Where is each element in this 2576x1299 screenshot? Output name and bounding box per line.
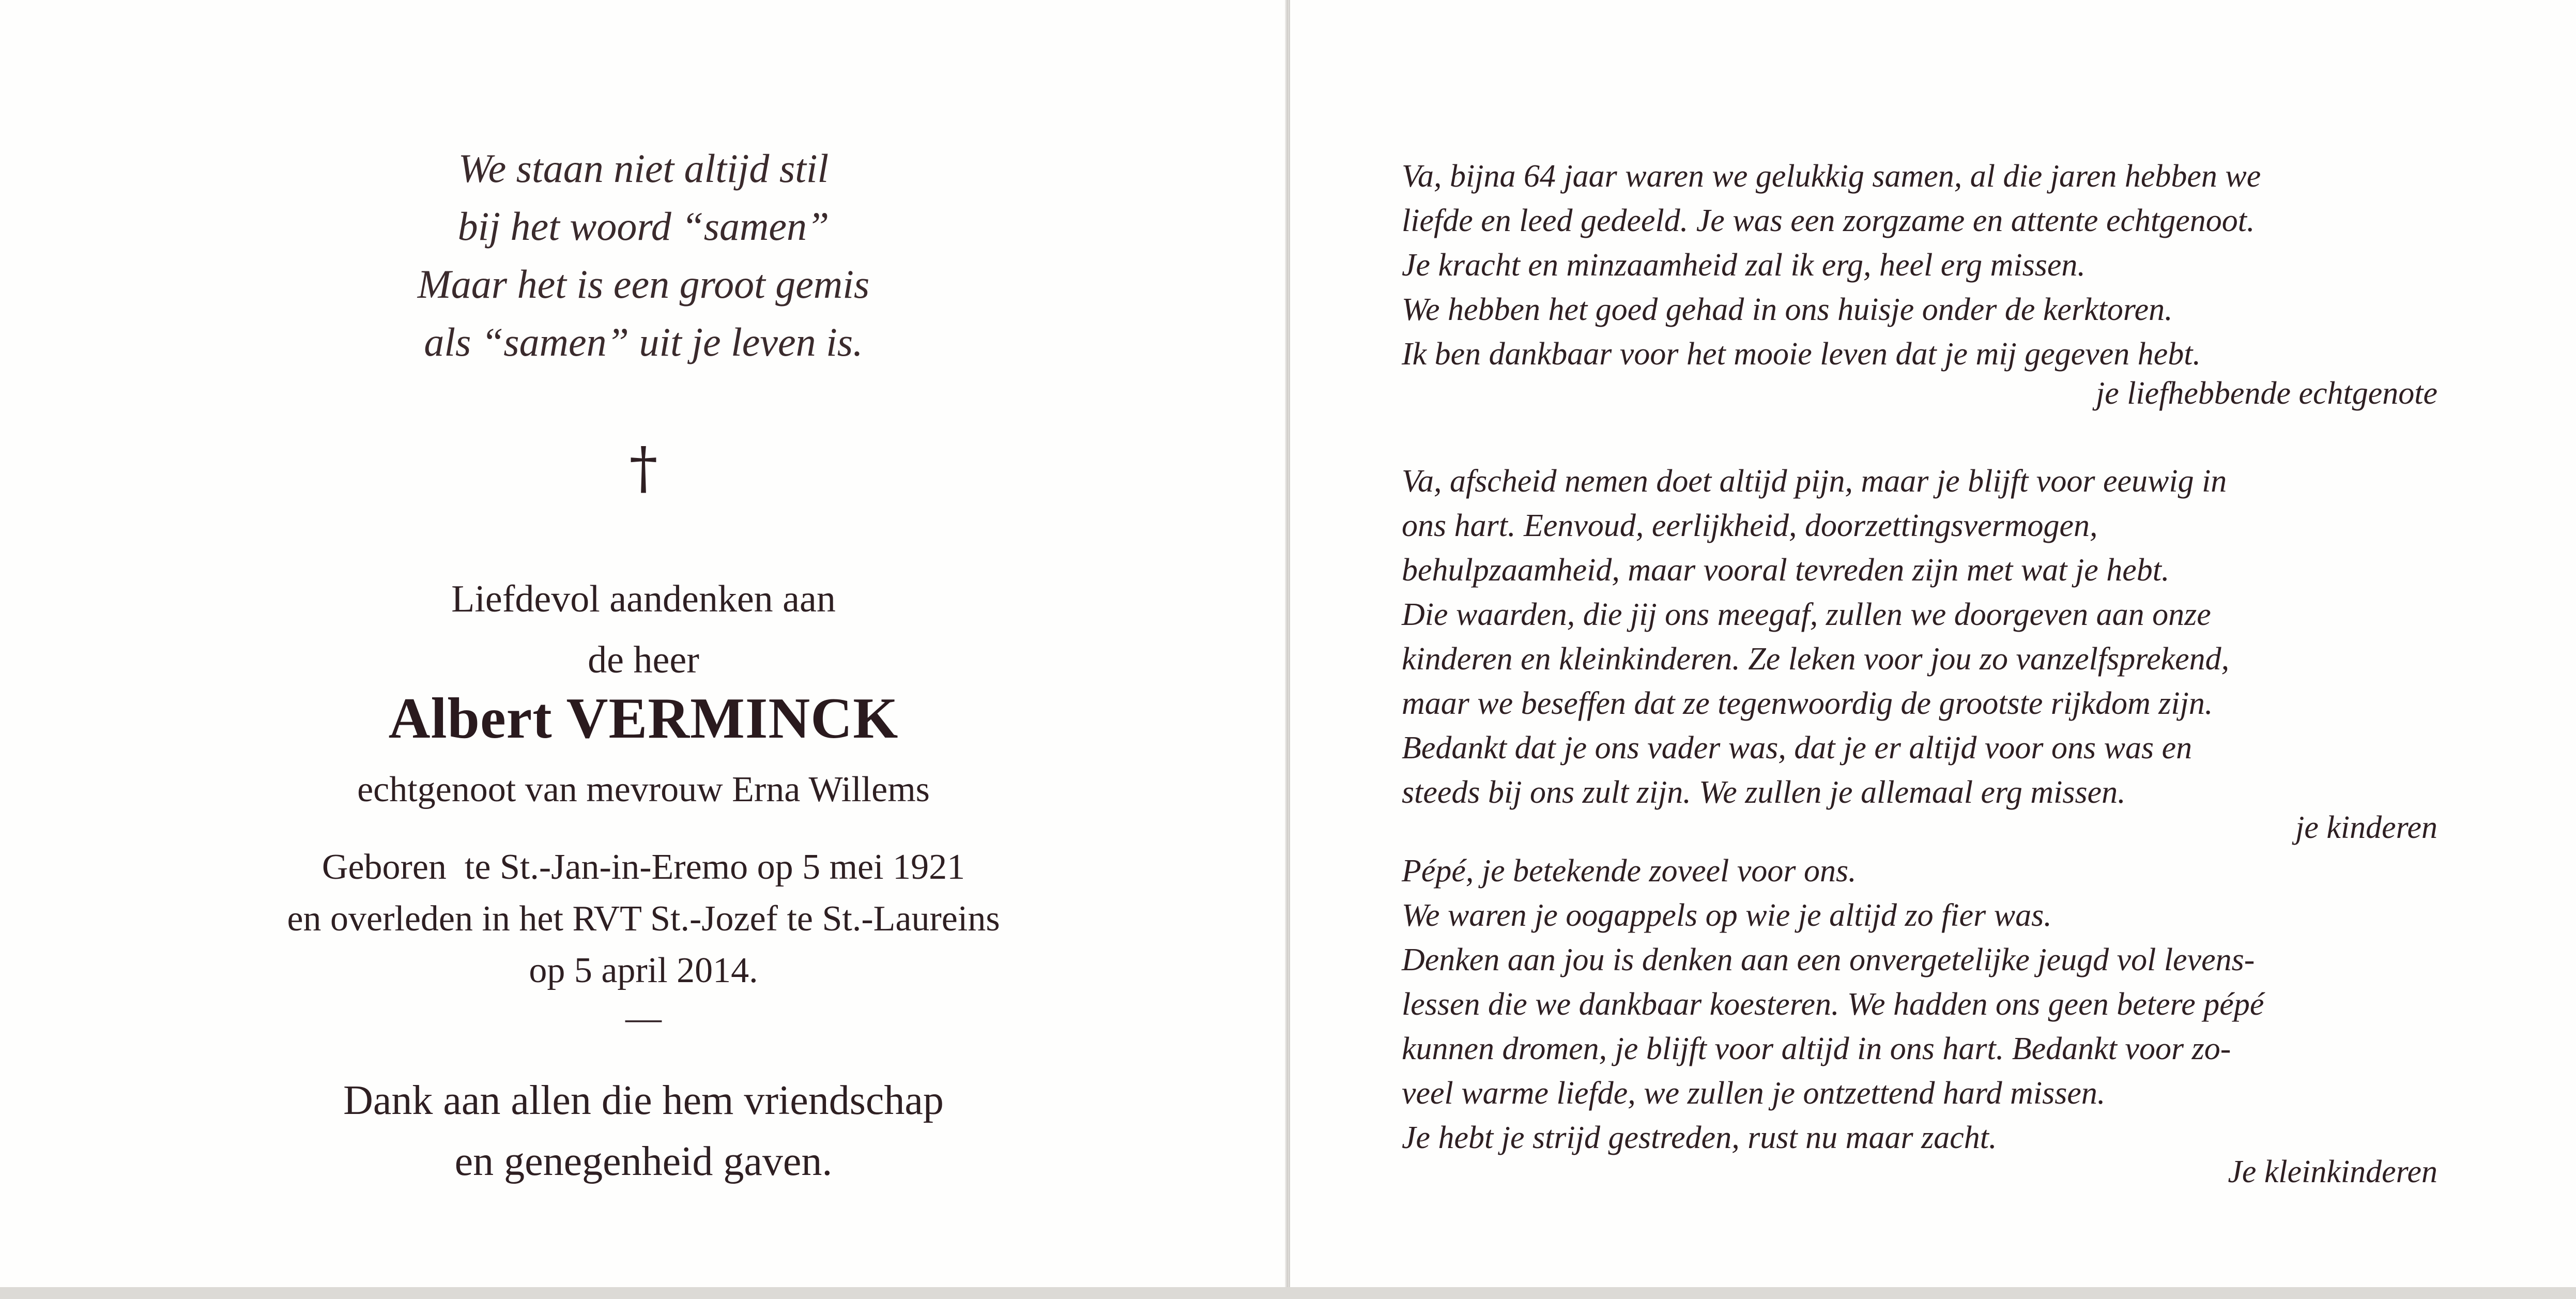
poem: [0, 140, 1287, 371]
message-line: Die waarden, die jij ons meegaf, zullen we doorgeven aan onze: [1402, 597, 2211, 632]
intro: [0, 569, 1287, 691]
message-spouse: [1402, 154, 2441, 376]
message-children: [1402, 459, 2441, 815]
message-line: kunnen dromen, je blijft voor altijd in ons hart. Bedankt voor zo-: [1402, 1031, 2231, 1066]
spouse-line: echtgenoot van mevrouw Erna Willems: [357, 770, 930, 809]
signature-children: je kinderen: [2295, 810, 2437, 845]
message-grandchildren: [1402, 849, 2441, 1160]
message-line: Denken aan jou is denken aan een onvergetelijke jeugd vol levens-: [1402, 942, 2255, 977]
message-line: Pépé, je betekende zoveel voor ons.: [1402, 853, 1857, 889]
message-line: We waren je oogappels op wie je altijd zo fier was.: [1402, 898, 2052, 933]
signature-grandchildren: Je kleinkinderen: [2228, 1154, 2437, 1189]
message-line: Va, afscheid nemen doet altijd pijn, maar je blijft voor eeuwig in: [1402, 464, 2227, 499]
thanks-line: en genegenheid gaven.: [454, 1139, 833, 1184]
message-line: liefde en leed gedeeld. Je was een zorgzame en attente echtgenoot.: [1402, 203, 2255, 238]
poem-line: We staan niet altijd stil: [458, 146, 829, 191]
left-panel: [0, 0, 1287, 1287]
message-line: Je hebt je strijd gestreden, rust nu maar zacht.: [1402, 1120, 1997, 1155]
poem-line: bij het woord “samen”: [457, 204, 830, 249]
birth-death-dates: [0, 842, 1287, 997]
message-line: veel warme liefde, we zullen je ontzettend hard missen.: [1402, 1076, 2106, 1111]
intro-line: Liefdevol aandenken aan: [451, 578, 836, 620]
thanks-line: Dank aan allen die hem vriendschap: [343, 1078, 944, 1123]
poem-line: Maar het is een groot gemis: [417, 262, 870, 307]
poem-line: als “samen” uit je leven is.: [424, 319, 863, 364]
cross-icon: †: [629, 435, 658, 501]
message-line: maar we beseffen dat ze tegenwoordig de grootste rijkdom zijn.: [1402, 686, 2213, 721]
message-line: steeds bij ons zult zijn. We zullen je allemaal erg missen.: [1402, 775, 2126, 810]
message-line: lessen die we dankbaar koesteren. We hadden ons geen betere pépé: [1402, 987, 2264, 1022]
dates-line: en overleden in het RVT St.-Jozef te St.-Laureins: [287, 899, 1000, 939]
dates-line: Geboren te St.-Jan-in-Eremo op 5 mei 1921: [321, 847, 965, 887]
deceased-name: Albert VERMINCK: [388, 686, 899, 751]
scan-edge: [0, 1287, 2576, 1299]
message-line: behulpzaamheid, maar vooral tevreden zijn met wat je hebt.: [1402, 553, 2170, 588]
message-line: Ik ben dankbaar voor het mooie leven dat je mij gegeven hebt.: [1402, 337, 2201, 372]
message-line: We hebben het goed gehad in ons huisje onder de kerktoren.: [1402, 292, 2173, 327]
signature-spouse: je liefhebbende echtgenote: [2095, 376, 2437, 411]
message-line: ons hart. Eenvoud, eerlijkheid, doorzettingsvermogen,: [1402, 508, 2098, 543]
message-line: Va, bijna 64 jaar waren we gelukkig samen, al die jaren hebben we: [1402, 159, 2261, 194]
dates-line: op 5 april 2014.: [529, 951, 758, 990]
thanks-text: [0, 1070, 1287, 1192]
message-line: kinderen en kleinkinderen. Ze leken voor jou zo vanzelfsprekend,: [1402, 641, 2230, 677]
message-line: Bedankt dat je ons vader was, dat je er altijd voor ons was en: [1402, 730, 2192, 766]
intro-line: de heer: [588, 639, 699, 681]
separator-dash: —: [625, 998, 662, 1038]
message-line: Je kracht en minzaamheid zal ik erg, heel erg missen.: [1402, 248, 2086, 283]
